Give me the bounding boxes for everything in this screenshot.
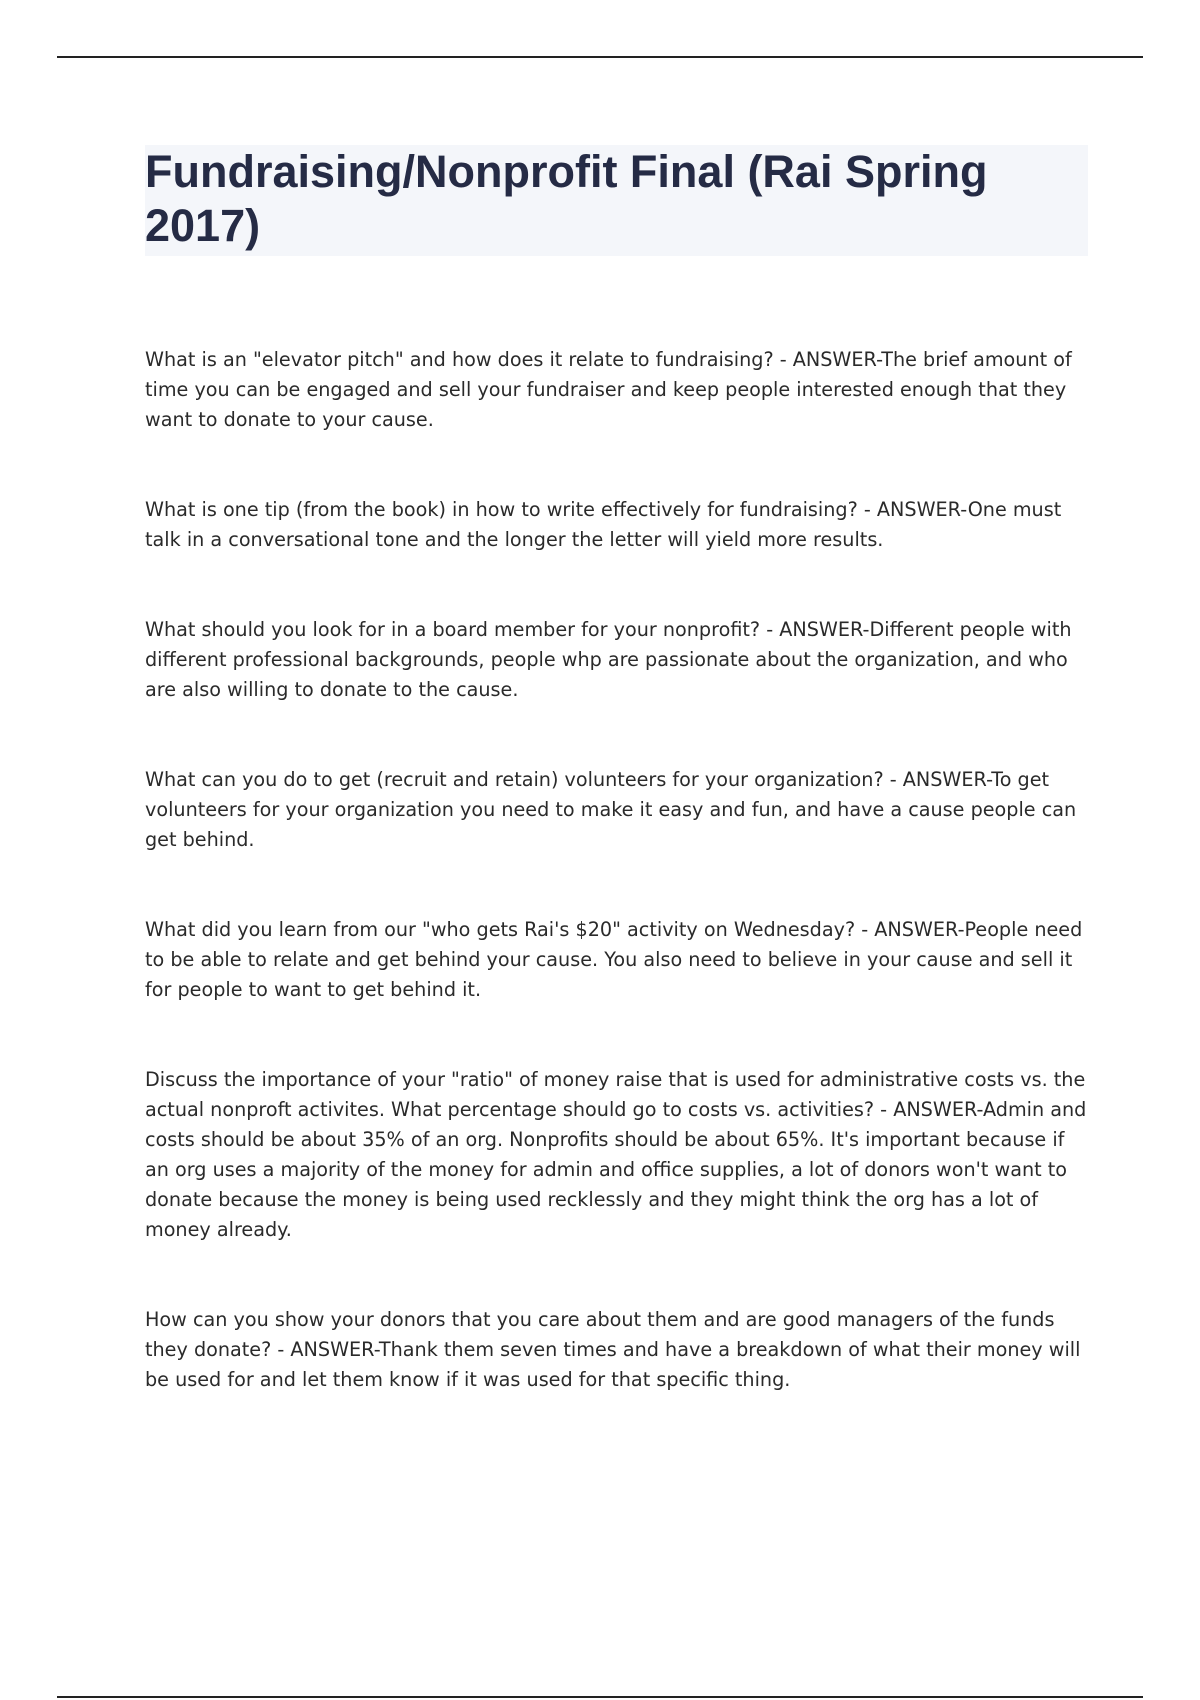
question-text: What should you look for in a board member for your nonprofit? [145, 618, 761, 641]
answer-separator: - ANSWER- [883, 768, 992, 791]
answer-separator: - ANSWER- [271, 1338, 379, 1361]
qa-item [145, 915, 1090, 1005]
answer-separator: - ANSWER- [874, 1098, 984, 1121]
qa-list [145, 345, 1090, 1455]
answer-text: One must talk in a conversational tone and the longer the letter will yield more results. [145, 498, 1062, 551]
answer-text: To get volunteers for your organization you need to make it easy and fun, and have a cause people can get behind. [145, 768, 1077, 851]
answer-text: The brief amount of time you can be engaged and sell your fundraiser and keep people interested enough that they want to donate to your cause. [145, 348, 1072, 431]
question-text: What can you do to get (recruit and retain) volunteers for your organization? [145, 768, 884, 791]
top-divider [57, 56, 1143, 58]
qa-item [145, 1305, 1090, 1395]
document-title: Fundraising/Nonprofit Final (Rai Spring 2017) [145, 146, 988, 251]
bottom-divider [57, 1696, 1143, 1698]
answer-text: People need to be able to relate and get behind your cause. You also need to believe in your cause and sell it for people to want to get behind it. [145, 918, 1083, 1001]
qa-item [145, 345, 1090, 435]
question-text: What is an "elevator pitch" and how does it relate to fundraising? [145, 348, 774, 371]
answer-text: Admin and costs should be about 35% of an org. Nonprofits should be about 65%. It's important because if an org uses a majority of the money for admin and office supplies, a lot of donors won't want to donate because the money is being used recklessly and they might think the org has a lot of money already. [145, 1098, 1087, 1241]
qa-item [145, 495, 1090, 555]
qa-item [145, 765, 1090, 855]
question-text: How can you show your donors that you care about them and are good managers of the funds they donate? [145, 1308, 1055, 1361]
answer-separator: - ANSWER- [855, 918, 965, 941]
question-text: Discuss the importance of your "ratio" of money raise that is used for administrative costs vs. the actual nonproft activites. What percentage should go to costs vs. activities? [145, 1068, 1086, 1121]
answer-separator: - ANSWER- [857, 498, 968, 521]
answer-text: Different people with different professional backgrounds, people whp are passionate about the organization, and who are also willing to donate to the cause. [145, 618, 1072, 701]
qa-item [145, 1065, 1090, 1245]
answer-separator: - ANSWER- [773, 348, 882, 371]
answer-separator: - ANSWER- [760, 618, 870, 641]
question-text: What is one tip (from the book) in how to write effectively for fundraising? [145, 498, 858, 521]
title-block [145, 145, 1088, 256]
qa-item [145, 615, 1090, 705]
answer-text: Thank them seven times and have a breakdown of what their money will be used for and let them know if it was used for that specific thing. [145, 1338, 1081, 1391]
question-text: What did you learn from our "who gets Rai's $20" activity on Wednesday? [145, 918, 856, 941]
